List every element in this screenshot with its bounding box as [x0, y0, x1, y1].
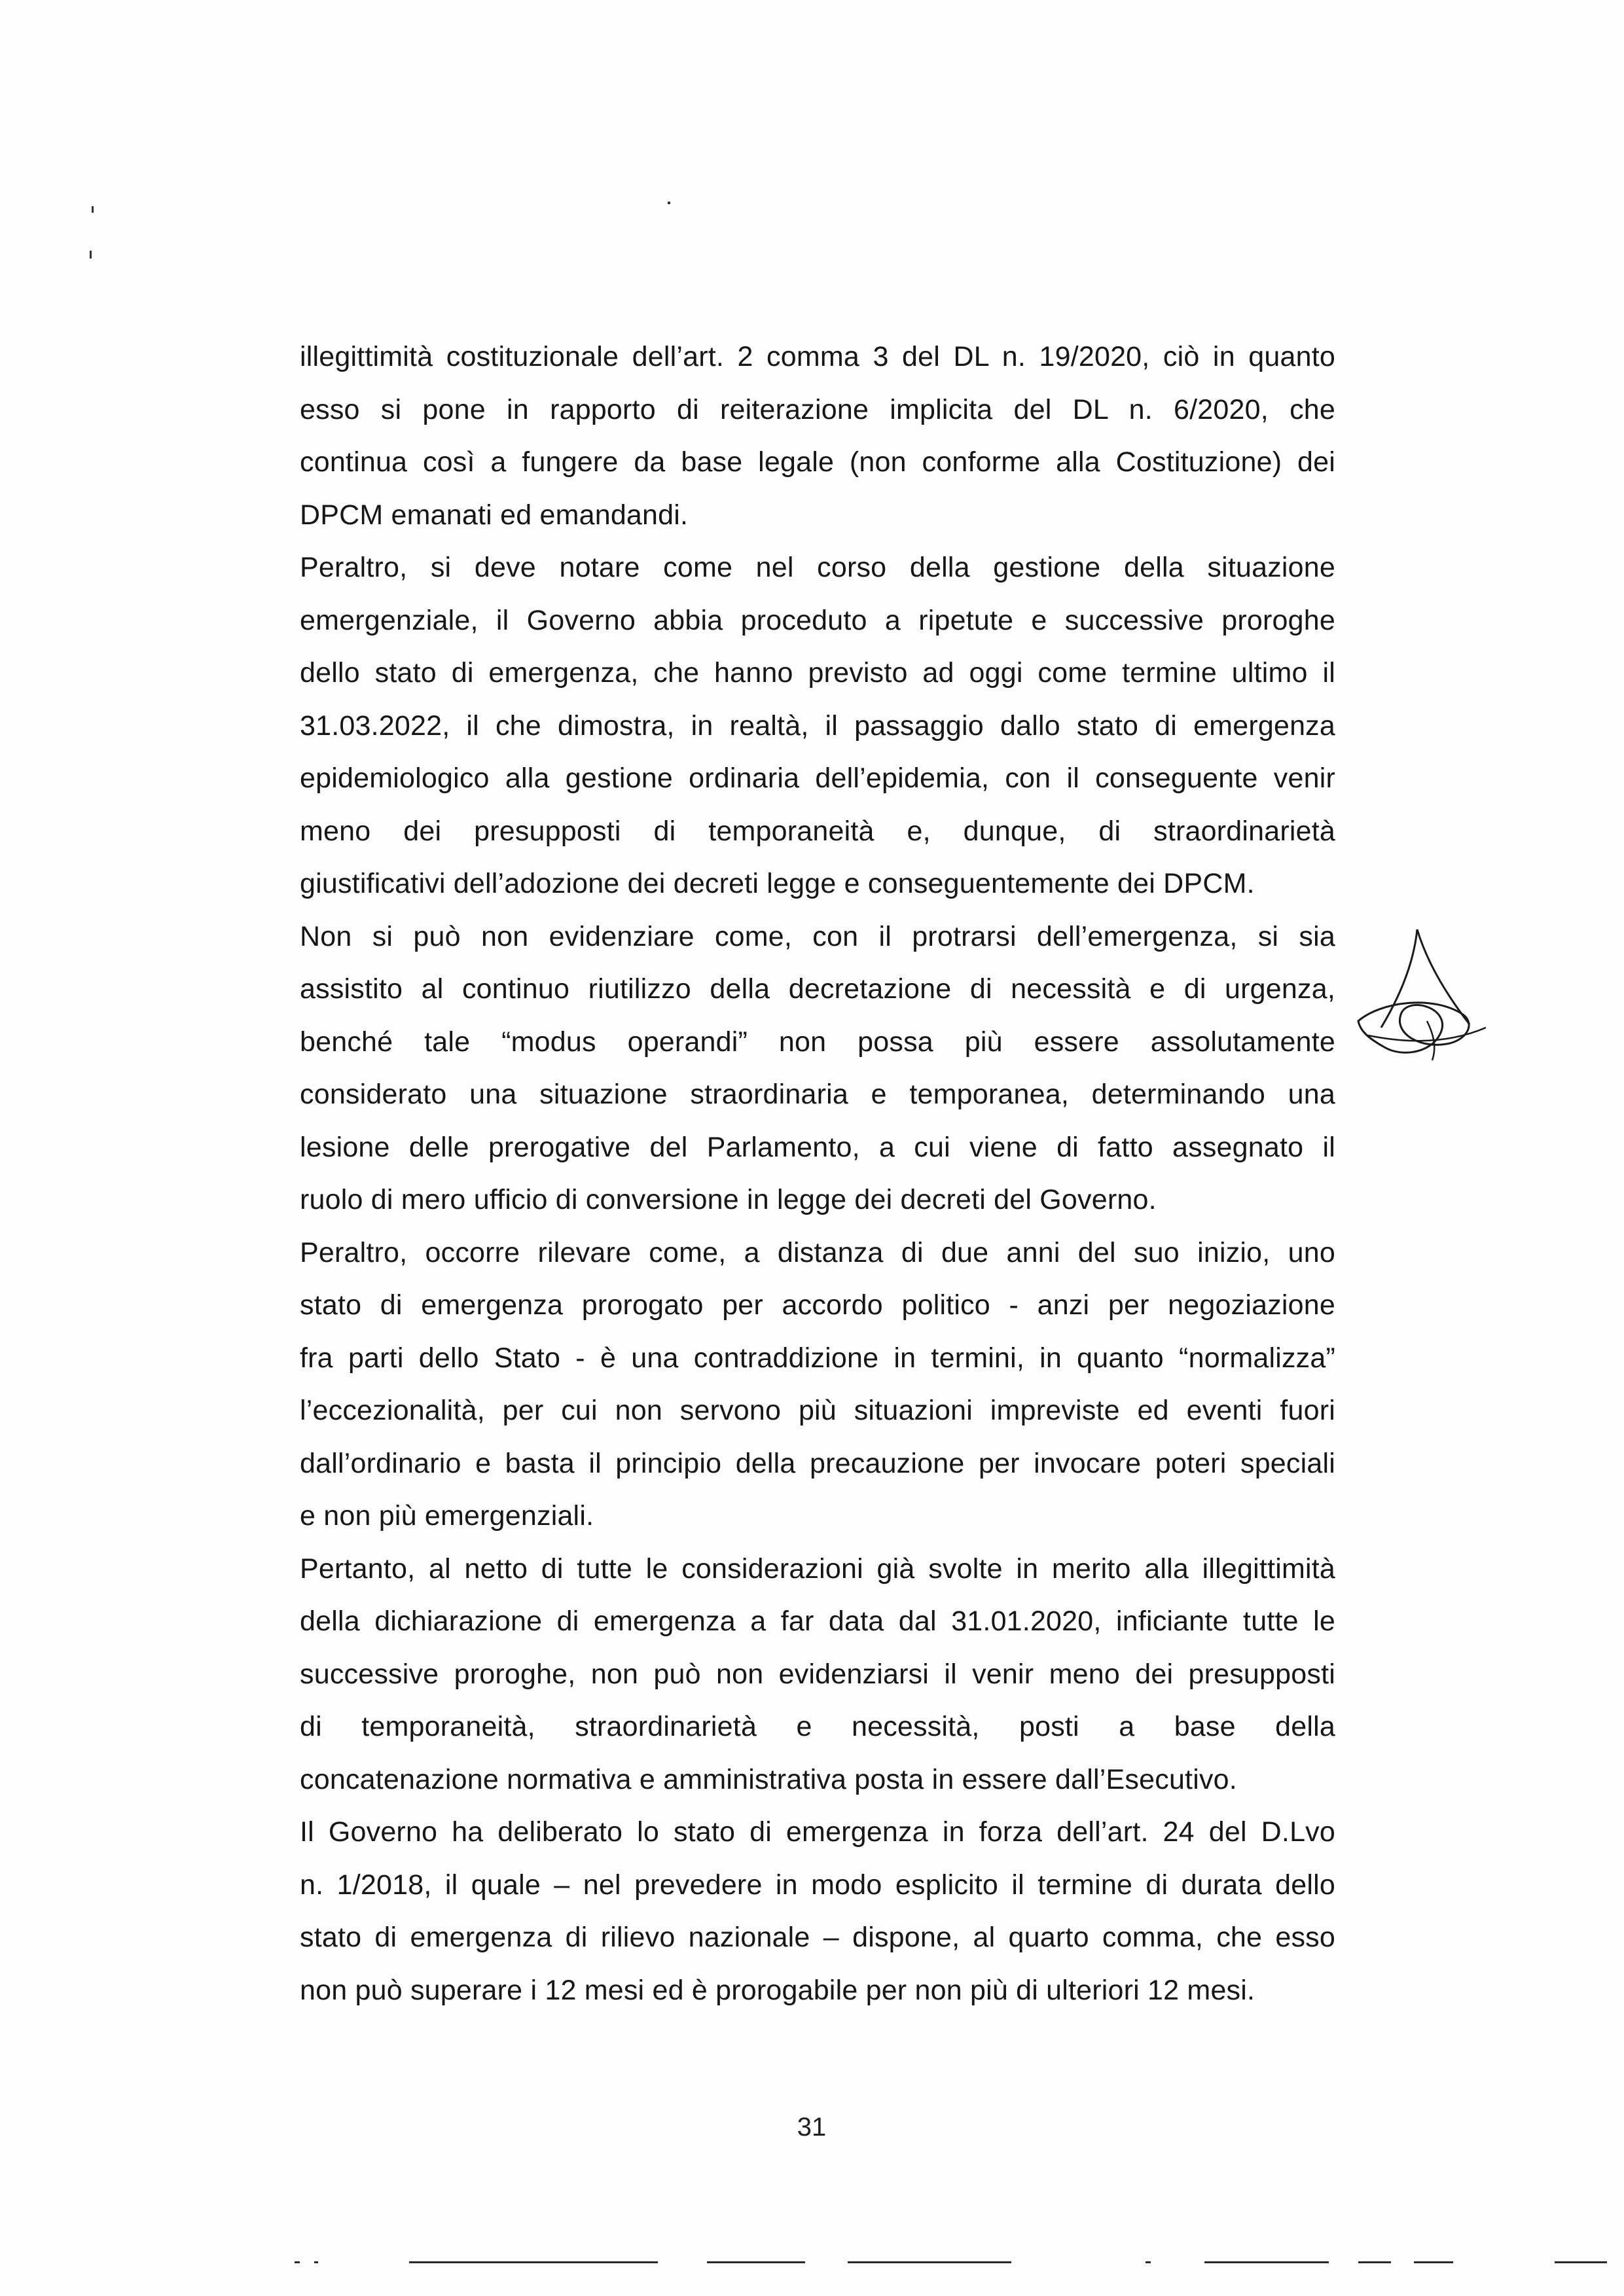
text-line: 31.03.2022, il che dimostra, in realtà, il passaggio dallo stato di emergenza	[300, 709, 1335, 742]
text-line: DPCM emanati ed emandandi.	[300, 499, 689, 531]
text-line: stato di emergenza di rilievo nazionale – dispone, al quarto comma, che esso	[300, 1922, 1335, 1953]
page-number: 31	[797, 2113, 827, 2142]
text-line: e non più emergenziali.	[300, 1500, 594, 1532]
text-line: stato di emergenza prorogato per accordo politico - anzi per negoziazione	[300, 1289, 1335, 1321]
scan-speck	[90, 251, 92, 259]
text-line: considerato una situazione straordinaria e temporanea, determinando una	[300, 1079, 1335, 1110]
text-line: continua così a fungere da base legale (non conforme alla Costituzione) dei	[300, 446, 1335, 478]
scan-speck	[92, 206, 94, 213]
text-line: giustificativi dell’adozione dei decreti legge e conseguentemente dei DPCM.	[300, 868, 1255, 899]
text-line: epidemiologico alla gestione ordinaria dell’epidemia, con il conseguente venir	[300, 762, 1335, 794]
handwritten-signature-icon	[1355, 923, 1486, 1073]
text-line: ruolo di mero ufficio di conversione in legge dei decreti del Governo.	[300, 1184, 1157, 1215]
text-line: successive proroghe, non può non evidenziarsi il venir meno dei presupposti	[300, 1658, 1335, 1690]
footer-rule-segment	[1204, 2261, 1329, 2263]
text-line: Il Governo ha deliberato lo stato di emergenza in forza dell’art. 24 del D.Lvo	[300, 1816, 1335, 1848]
footer-rule-segment	[1358, 2261, 1391, 2263]
text-line: fra parti dello Stato - è una contraddizione in termini, in quanto “normalizza”	[300, 1342, 1335, 1374]
text-line: Peraltro, occorre rilevare come, a distanza di due anni del suo inizio, uno	[300, 1236, 1335, 1268]
text-line: non può superare i 12 mesi ed è prorogabile per non più di ulteriori 12 mesi.	[300, 1974, 1255, 2006]
footer-rule-segment	[314, 2261, 318, 2263]
text-line: n. 1/2018, il quale – nel prevedere in modo esplicito il termine di durata dello	[300, 1869, 1335, 1901]
footer-rule-segment	[1414, 2261, 1453, 2263]
scan-speck	[668, 202, 670, 204]
text-line: dall’ordinario e basta il principio della precauzione per invocare poteri speciali	[300, 1447, 1335, 1479]
text-line: Non si può non evidenziare come, con il protrarsi dell’emergenza, si sia	[300, 920, 1335, 952]
footer-rule-segment	[1146, 2261, 1151, 2263]
text-line: l’eccezionalità, per cui non servono più situazioni impreviste ed eventi fuori	[300, 1395, 1335, 1426]
footer-rule-segment	[707, 2261, 805, 2263]
text-line: concatenazione normativa e amministrativa posta in essere dall’Esecutivo.	[300, 1763, 1237, 1795]
text-line: dello stato di emergenza, che hanno previsto ad oggi come termine ultimo il	[300, 657, 1335, 689]
text-line: Peraltro, si deve notare come nel corso della gestione della situazione	[300, 552, 1335, 583]
text-line: emergenziale, il Governo abbia proceduto a ripetute e successive proroghe	[300, 604, 1335, 636]
text-line: esso si pone in rapporto di reiterazione implicita del DL n. 6/2020, che	[300, 393, 1335, 425]
text-line: benché tale “modus operandi” non possa più essere assolutamente	[300, 1026, 1335, 1058]
footer-rule-segment	[1555, 2261, 1607, 2263]
text-line: illegittimità costituzionale dell’art. 2 comma 3 del DL n. 19/2020, ciò in quanto	[300, 341, 1335, 372]
document-body-text	[300, 331, 1335, 2017]
footer-rule-segment	[848, 2261, 1011, 2263]
text-line: di temporaneità, straordinarietà e necessità, posti a base della	[300, 1711, 1335, 1742]
text-line: assistito al continuo riutilizzo della decretazione di necessità e di urgenza,	[300, 973, 1335, 1005]
text-line: lesione delle prerogative del Parlamento, a cui viene di fatto assegnato il	[300, 1131, 1335, 1163]
text-line: della dichiarazione di emergenza a far data dal 31.01.2020, inficiante tutte le	[300, 1605, 1335, 1637]
text-line: meno dei presupposti di temporaneità e, dunque, di straordinarietà	[300, 815, 1335, 847]
footer-rule-segment	[295, 2261, 300, 2263]
footer-rule-segment	[409, 2261, 658, 2263]
text-line: Pertanto, al netto di tutte le considerazioni già svolte in merito alla illegittimità	[300, 1552, 1335, 1585]
